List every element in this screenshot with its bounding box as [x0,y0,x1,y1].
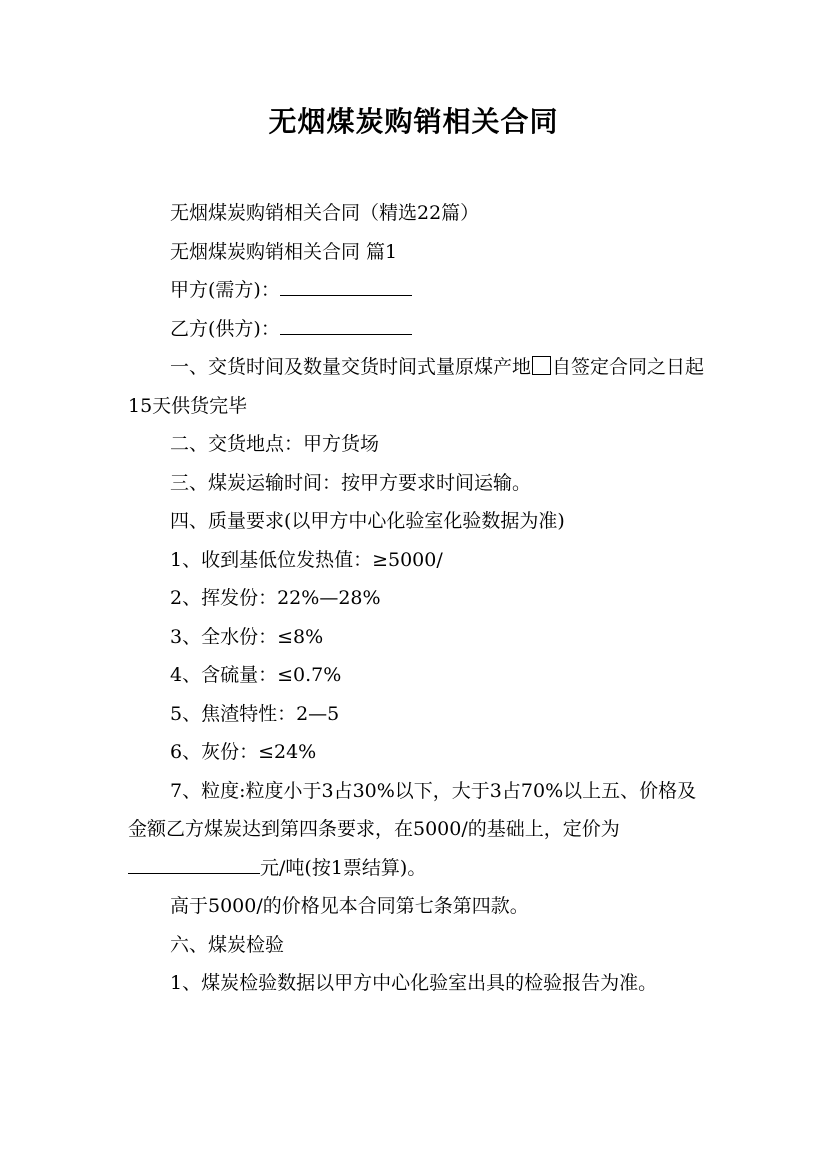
paragraph-volatile-matter: 2、挥发份：22%—28% [170,587,381,609]
paragraph-particle-size-price [128,772,708,888]
paragraph-price-above: 高于5000/的价格见本合同第七条第四款。 [170,895,529,917]
paragraph-delivery-time [128,348,708,425]
paragraph-sulfur-content: 4、含硫量：≤0.7% [170,664,342,686]
checkbox-square-icon [532,356,551,375]
price-unit-text: 元/吨(按1票结算)。 [260,856,427,879]
paragraph-inspection-data: 1、煤炭检验数据以甲方中心化验室出具的检验报告为准。 [170,972,658,994]
party-b-blank [280,314,412,335]
paragraph-delivery-location: 二、交货地点：甲方货场 [170,433,380,455]
document-title: 无烟煤炭购销相关合同 [268,105,559,138]
paragraph-coke-residue: 5、焦渣特性：2—5 [170,702,340,725]
paragraph-transport-time: 三、煤炭运输时间：按甲方要求时间运输。 [170,471,532,494]
particle-size-text: 7、粒度:粒度小于3占30%以下，大于3占70%以上五、价格及金额乙方煤炭达到第四条要求，在5000/的基础上，定价为 [128,779,697,840]
party-b-label: 乙方(供方)： [170,317,280,340]
delivery-time-text-b: 自签定合同之日起15天供货完毕 [128,356,705,417]
paragraph-subtitle: 无烟煤炭购销相关合同（精选22篇） [170,202,480,224]
price-blank [128,853,260,874]
delivery-time-text-a: 一、交货时间及数量交货时间式量原煤产地 [170,356,532,378]
party-a-blank [280,275,412,296]
paragraph-party-a [128,271,708,310]
party-a-label: 甲方(需方)： [170,279,280,301]
paragraph-coal-inspection: 六、煤炭检验 [170,933,285,956]
paragraph-calorific-value: 1、收到基低位发热值：≥5000/ [170,548,443,571]
paragraph-section-heading: 无烟煤炭购销相关合同 篇1 [170,240,398,263]
paragraph-total-moisture: 3、全水份：≤8% [170,625,324,648]
paragraph-party-b [128,310,708,349]
paragraph-ash-content: 6、灰份：≤24% [170,741,317,763]
paragraph-quality-requirements: 四、质量要求(以甲方中心化验室化验数据为准) [170,510,565,532]
document-body [128,194,708,1003]
